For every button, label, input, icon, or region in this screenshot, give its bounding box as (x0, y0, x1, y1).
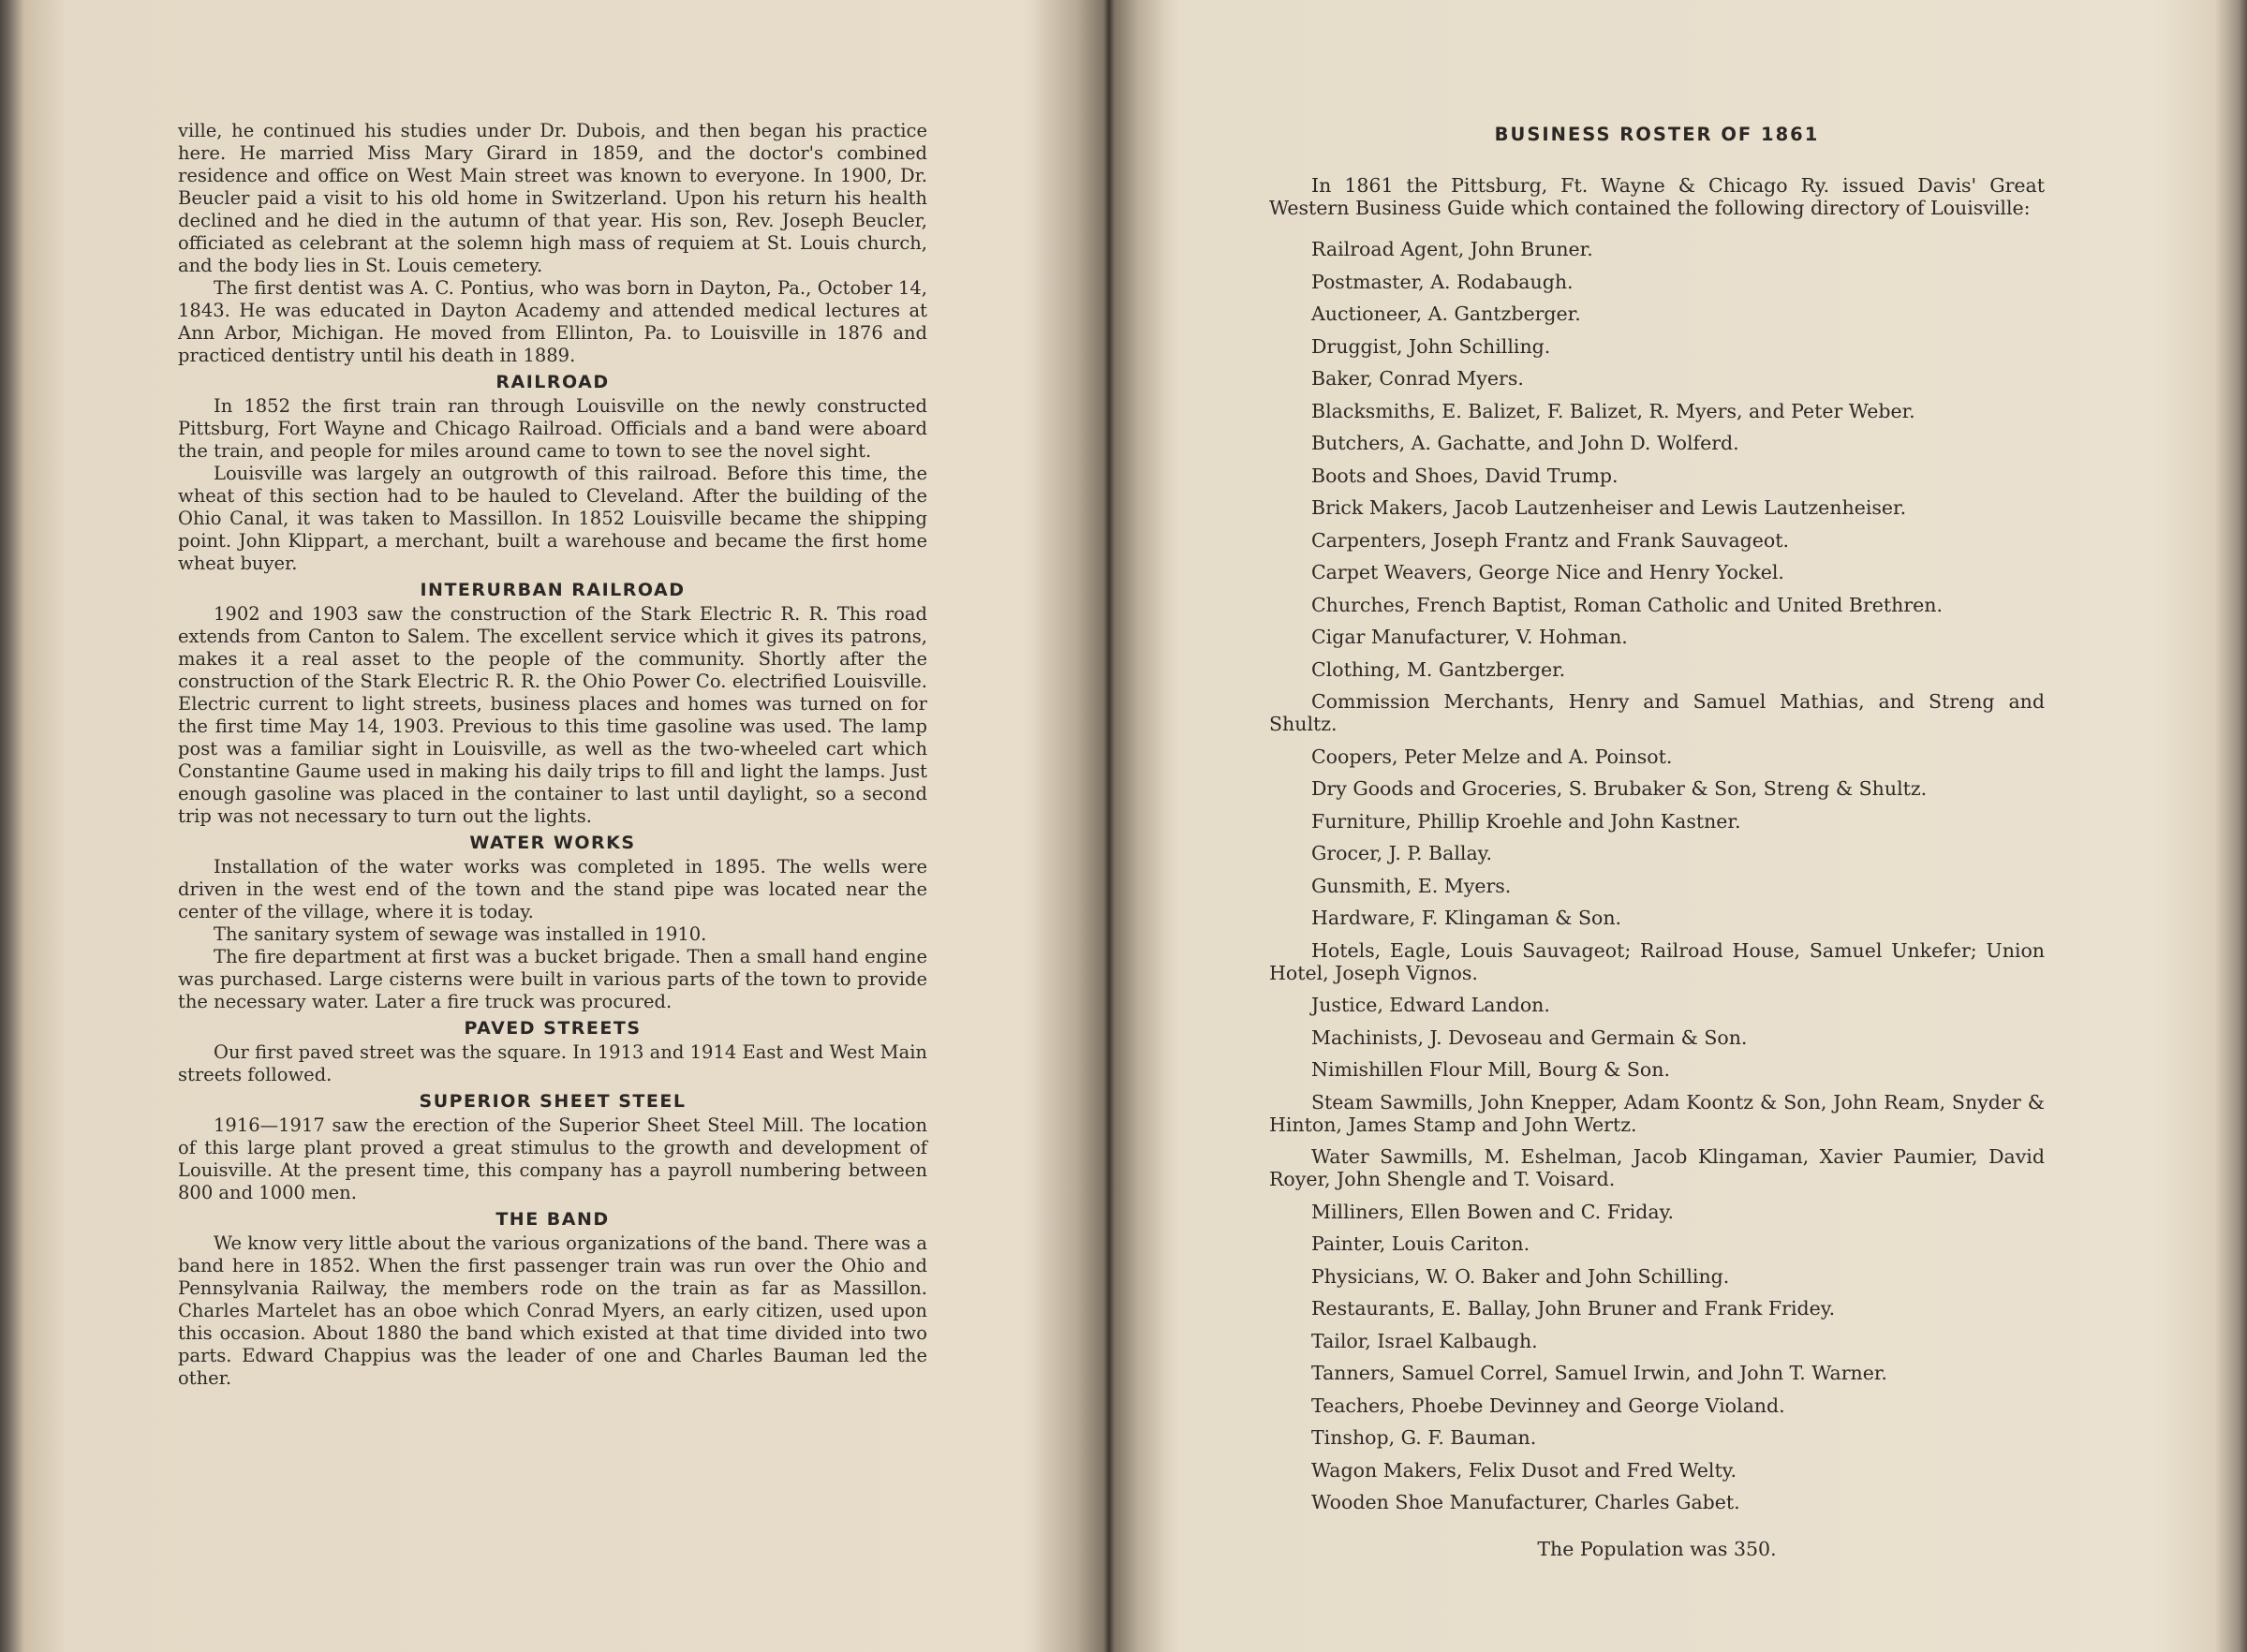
roster-entry: Milliners, Ellen Bowen and C. Friday. (1311, 1200, 1674, 1223)
left-page (0, 0, 1109, 1652)
roster-entry: Auctioneer, A. Gantzberger. (1311, 302, 1581, 325)
roster-entry: Teachers, Phoebe Devinney and George Violand. (1311, 1394, 1785, 1417)
roster-entry: Coopers, Peter Melze and A. Poinsot. (1311, 745, 1673, 768)
roster-entry: Painter, Louis Cariton. (1311, 1232, 1530, 1255)
roster-entry: Brick Makers, Jacob Lautzenheiser and Lewis Lautzenheiser. (1311, 496, 1907, 519)
section-heading: INTERURBAN RAILROAD (420, 580, 686, 600)
roster-entry: Clothing, M. Gantzberger. (1311, 657, 1566, 681)
roster-entry: Hardware, F. Klingaman & Son. (1311, 907, 1622, 929)
roster-entry: Commission Merchants, Henry and Samuel Mathias, and Streng and Shultz. (1269, 690, 2045, 735)
roster-entry: Furniture, Phillip Kroehle and John Kastner. (1311, 809, 1741, 833)
roster-entry: Carpenters, Joseph Frantz and Frank Sauvageot. (1311, 528, 1790, 552)
roster-entry: Restaurants, E. Ballay, John Bruner and Frank Fridey. (1311, 1297, 1836, 1320)
section-heading: THE BAND (495, 1209, 610, 1230)
section-heading: WATER WORKS (469, 833, 636, 853)
roster-title: BUSINESS ROSTER OF 1861 (1494, 124, 1820, 145)
roster-list (1269, 238, 2045, 1513)
paragraph: Installation of the water works was completed in 1895. The wells were driven in the west end of the town and the stand pipe was located near the center of the village, where it is today. (178, 856, 927, 922)
roster-entry: Gunsmith, E. Myers. (1311, 874, 1512, 897)
paragraph: The sanitary system of sewage was installed in 1910. (214, 923, 707, 945)
roster-entry: Tanners, Samuel Correl, Samuel Irwin, and John T. Warner. (1311, 1362, 1887, 1384)
roster-entry: Physicians, W. O. Baker and John Schilling. (1311, 1264, 1730, 1288)
paragraph: In 1852 the first train ran through Louisville on the newly constructed Pittsburg, Fort Wayne and Chicago Railroad. Officials and a band were aboard the train, and people for miles around came to town to see the novel sight. (178, 395, 927, 462)
population-note: The Population was 350. (1537, 1538, 1777, 1560)
roster-entry: Tinshop, G. F. Bauman. (1311, 1426, 1537, 1449)
right-page (1109, 0, 2247, 1652)
left-page-text (178, 120, 927, 1390)
roster-entry: Wagon Makers, Felix Dusot and Fred Welty. (1311, 1458, 1737, 1482)
paragraph: The first dentist was A. C. Pontius, who was born in Dayton, Pa., October 14, 1843. He was educated in Dayton Academy and attended medical lectures at Ann Arbor, Michigan. He moved from Ellinton, Pa. to Louisville in 1876 and practiced dentistry until his death in 1889. (178, 277, 927, 366)
roster-intro: In 1861 the Pittsburg, Ft. Wayne & Chicago Ry. issued Davis' Great Western Business Guide which contained the following directory of Louisville: (1269, 174, 2045, 219)
section-heading: SUPERIOR SHEET STEEL (419, 1091, 687, 1112)
section-heading: PAVED STREETS (464, 1018, 642, 1039)
paragraph: Louisville was largely an outgrowth of this railroad. Before this time, the wheat of this section had to be hauled to Cleveland. After the building of the Ohio Canal, it was taken to Massillon. In 1852 Louisville became the shipping point. John Klippart, a merchant, built a warehouse and became the first home wheat buyer. (178, 463, 927, 574)
roster-entry: Justice, Edward Landon. (1311, 994, 1550, 1016)
roster-entry: Druggist, John Schilling. (1311, 334, 1551, 358)
roster-entry: Hotels, Eagle, Louis Sauvageot; Railroad House, Samuel Unkefer; Union Hotel, Joseph Vignos. (1269, 938, 2045, 984)
paragraph: The fire department at first was a bucket brigade. Then a small hand engine was purchased. Large cisterns were built in various parts of the town to provide the necessary water. Later a fire truck was procured. (178, 946, 927, 1012)
roster-entry: Wooden Shoe Manufacturer, Charles Gabet. (1311, 1491, 1740, 1513)
roster-entry: Tailor, Israel Kalbaugh. (1311, 1329, 1538, 1352)
right-page-text (1269, 120, 2045, 1560)
roster-entry: Water Sawmills, M. Eshelman, Jacob Klingaman, Xavier Paumier, David Royer, John Shengle and T. Voisard. (1269, 1145, 2045, 1190)
section-heading: RAILROAD (495, 372, 610, 392)
roster-entry: Railroad Agent, John Bruner. (1311, 238, 1593, 260)
roster-entry: Butchers, A. Gachatte, and John D. Wolferd. (1311, 432, 1739, 454)
roster-entry: Postmaster, A. Rodabaugh. (1311, 270, 1574, 293)
roster-entry: Boots and Shoes, David Trump. (1311, 464, 1619, 487)
roster-entry: Churches, French Baptist, Roman Catholic and United Brethren. (1311, 593, 1943, 616)
paragraph: ville, he continued his studies under Dr. Dubois, and then began his practice here. He married Miss Mary Girard in 1859, and the doctor's combined residence and office on West Main street was known to everyone. In 1900, Dr. Beucler paid a visit to his old home in Switzerland. Upon his return his health declined and he died in the autumn of that year. His son, Rev. Joseph Beucler, officiated as celebrant at the solemn high mass of requiem at St. Louis church, and the body lies in St. Louis cemetery. (178, 120, 927, 276)
paragraph: We know very little about the various organizations of the band. There was a band here in 1852. When the first passenger train was run over the Ohio and Pennsylvania Railway, the members rode on the train as far as Massillon. Charles Martelet has an oboe which Conrad Myers, an early citizen, used upon this occasion. About 1880 the band which existed at that time divided into two parts. Edward Chappius was the leader of one and Charles Bauman led the other. (178, 1232, 927, 1389)
paragraph: 1902 and 1903 saw the construction of the Stark Electric R. R. This road extends from Canton to Salem. The excellent service which it gives its patrons, makes it a real asset to the people of the community. Shortly after the construction of the Stark Electric R. R. the Ohio Power Co. electrified Louisville. Electric current to light streets, business places and homes was turned on for the first time May 14, 1903. Previous to this time gasoline was used. The lamp post was a familiar sight in Louisville, as well as the two-wheeled cart which Constantine Gaume used in making his daily trips to fill and light the lamps. Just enough gasoline was placed in the container to last until daylight, so a second trip was not necessary to turn out the lights. (178, 603, 927, 827)
roster-entry: Nimishillen Flour Mill, Bourg & Son. (1311, 1058, 1670, 1081)
roster-entry: Steam Sawmills, John Knepper, Adam Koontz & Son, John Ream, Snyder & Hinton, James Stamp and John Wertz. (1269, 1090, 2045, 1136)
roster-entry: Dry Goods and Groceries, S. Brubaker & Son, Streng & Shultz. (1311, 777, 1928, 800)
roster-entry: Baker, Conrad Myers. (1311, 367, 1524, 390)
roster-entry: Grocer, J. P. Ballay. (1311, 842, 1493, 864)
roster-entry: Carpet Weavers, George Nice and Henry Yockel. (1311, 561, 1784, 583)
roster-entry: Machinists, J. Devoseau and Germain & Son. (1311, 1025, 1748, 1049)
roster-entry: Blacksmiths, E. Balizet, F. Balizet, R. Myers, and Peter Weber. (1311, 399, 1915, 422)
paragraph: Our first paved street was the square. In 1913 and 1914 East and West Main streets followed. (178, 1041, 927, 1085)
paragraph: 1916—1917 saw the erection of the Superior Sheet Steel Mill. The location of this large plant proved a great stimulus to the growth and development of Louisville. At the present time, this company has a payroll numbering between 800 and 1000 men. (178, 1114, 927, 1203)
roster-entry: Cigar Manufacturer, V. Hohman. (1311, 626, 1628, 648)
